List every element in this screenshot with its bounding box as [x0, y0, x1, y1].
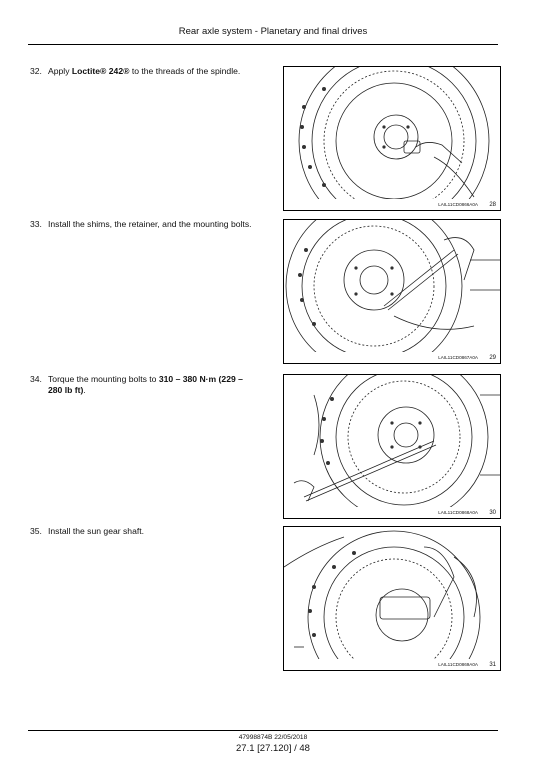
- product-name: Loctite® 242®: [71, 66, 130, 76]
- header-rule: [28, 44, 498, 45]
- page-header: Rear axle system - Planetary and final drives: [178, 26, 368, 37]
- step-33: 33. Install the shims, the retainer, and the mounting bolts.: [30, 219, 252, 229]
- shims-retainer-illustration: [284, 220, 500, 352]
- footer-document-id: 47998874B 22/05/2018: [238, 734, 308, 741]
- step-number: 35.: [30, 526, 42, 536]
- footer-page-number: 27.1 [27.120] / 48: [236, 743, 310, 754]
- torque-value-imperial: 280 lb ft): [48, 385, 84, 395]
- step-35: 35. Install the sun gear shaft.: [30, 526, 145, 536]
- figure-30: LAIL11CD0868A0A 30: [283, 374, 501, 519]
- figure-28: LAIL11CD0866A0A 28: [283, 66, 501, 211]
- step-number: 34.: [30, 374, 42, 384]
- step-number: 33.: [30, 219, 42, 229]
- step-34: 34. Torque the mounting bolts to 310 – 380 N·m (229 – 280 lb ft).: [30, 374, 243, 395]
- torque-value: 310 – 380 N·m (229 –: [158, 374, 243, 384]
- figure-29: LAIL11CD0867A0A 29: [283, 219, 501, 364]
- spindle-illustration: [284, 67, 500, 199]
- figure-number: 28: [489, 202, 496, 208]
- figure-31: LAIL11CD0869A0A 31: [283, 526, 501, 671]
- step-number: 32.: [30, 66, 42, 76]
- footer-rule: [28, 730, 498, 731]
- figure-number: 29: [489, 355, 496, 361]
- sun-gear-shaft-illustration: [284, 527, 500, 659]
- figure-number: 30: [489, 510, 496, 516]
- figure-number: 31: [489, 662, 496, 668]
- step-32: 32. Apply Loctite® 242® to the threads of the spindle.: [30, 66, 241, 76]
- torque-wrench-illustration: [284, 375, 500, 507]
